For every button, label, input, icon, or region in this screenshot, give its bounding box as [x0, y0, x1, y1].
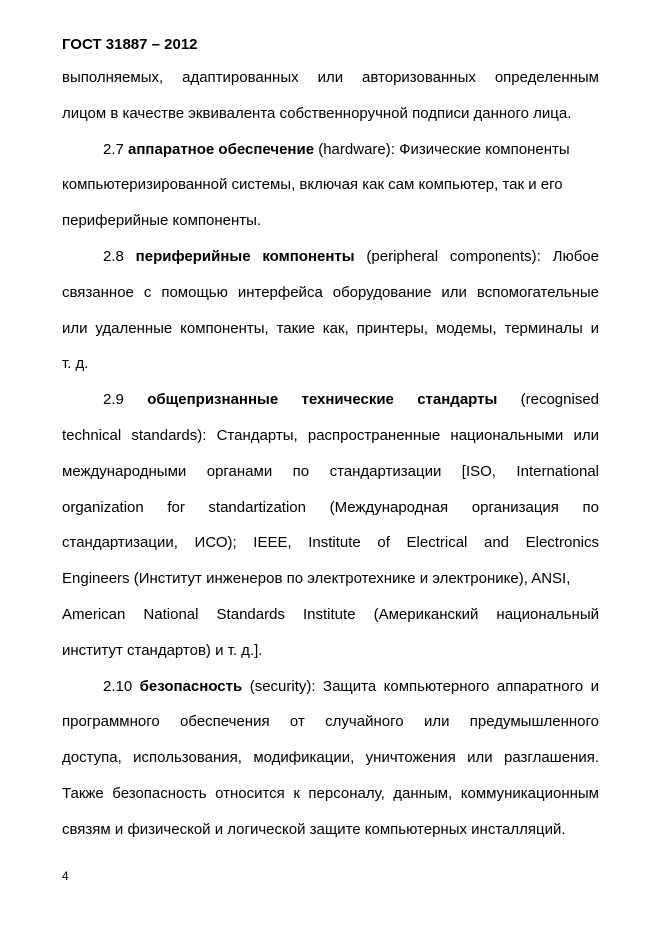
text-line: [62, 454, 599, 490]
text-run: доступа, использования, модификации, уничтожения или разглашения.: [62, 749, 599, 767]
text-run: связям и физической и логической защите компьютерных инсталляций.: [62, 820, 566, 838]
text-run: technical standards): Стандарты, распространенные национальными или: [62, 426, 599, 444]
text-run: международными органами по стандартизации [ISO, International: [62, 462, 599, 480]
text-line: [62, 704, 599, 740]
text-run: Engineers (Институт инженеров по электротехнике и электронике), ANSI,: [62, 570, 571, 588]
text-line: [62, 561, 599, 597]
term: аппаратное обеспечение: [128, 140, 315, 158]
text-line: [62, 418, 599, 454]
text-run: стандартизации, ИСО); IEEE, Institute of Electrical and Electronics: [62, 534, 599, 552]
text-line: [62, 812, 599, 848]
text-line: [62, 203, 599, 239]
text-line: [62, 740, 599, 776]
document-body: [62, 60, 599, 848]
text-run: American National Standards Institute (Американский национальный: [62, 605, 599, 623]
text-run: 2.8: [103, 247, 136, 265]
text-line: [62, 167, 599, 203]
text-run: Также безопасность относится к персоналу, данным, коммуникационным: [62, 784, 599, 802]
text-run: институт стандартов) и т. д.].: [62, 641, 263, 659]
text-run: (hardware): Физические компоненты: [314, 140, 570, 158]
text-line: [62, 382, 599, 418]
text-run: organization for standartization (Международная организация по: [62, 498, 599, 516]
text-line: [62, 311, 599, 347]
text-run: (recognised: [497, 391, 599, 409]
page-number: 4: [62, 869, 69, 883]
text-run: компьютеризированной системы, включая как сам компьютер, так и его: [62, 176, 563, 194]
text-run: периферийные компоненты.: [62, 212, 262, 230]
text-line: [62, 96, 599, 132]
text-run: 2.7: [103, 140, 129, 158]
text-line: [62, 633, 599, 669]
text-run: (security): Защита компьютерного аппаратного и: [242, 677, 599, 695]
text-run: т. д.: [62, 355, 89, 373]
text-run: 2.10: [103, 677, 140, 695]
text-line: [62, 239, 599, 275]
term: периферийные компоненты: [135, 247, 355, 265]
text-line: [62, 346, 599, 382]
text-line: [62, 60, 599, 96]
text-run: программного обеспечения от случайного или предумышленного: [62, 713, 599, 731]
text-run: связанное с помощью интерфейса оборудование или вспомогательные: [62, 283, 599, 301]
text-line: [62, 132, 599, 168]
text-run: 2.9: [103, 391, 148, 409]
term: общепризнанные технические стандарты: [147, 391, 498, 409]
text-line: [62, 490, 599, 526]
text-line: [62, 525, 599, 561]
document-header: ГОСТ 31887 – 2012: [62, 36, 198, 53]
text-run: лицом в качестве эквивалента собственноручной подписи данного лица.: [62, 104, 572, 122]
text-line: [62, 275, 599, 311]
text-line: [62, 669, 599, 705]
text-run: выполняемых, адаптированных или авторизованных определенным: [62, 69, 599, 86]
text-line: [62, 776, 599, 812]
text-line: [62, 597, 599, 633]
term: безопасность: [139, 677, 243, 695]
text-run: или удаленные компоненты, такие как, принтеры, модемы, терминалы и: [62, 319, 599, 337]
text-run: (peripheral components): Любое: [354, 247, 599, 265]
